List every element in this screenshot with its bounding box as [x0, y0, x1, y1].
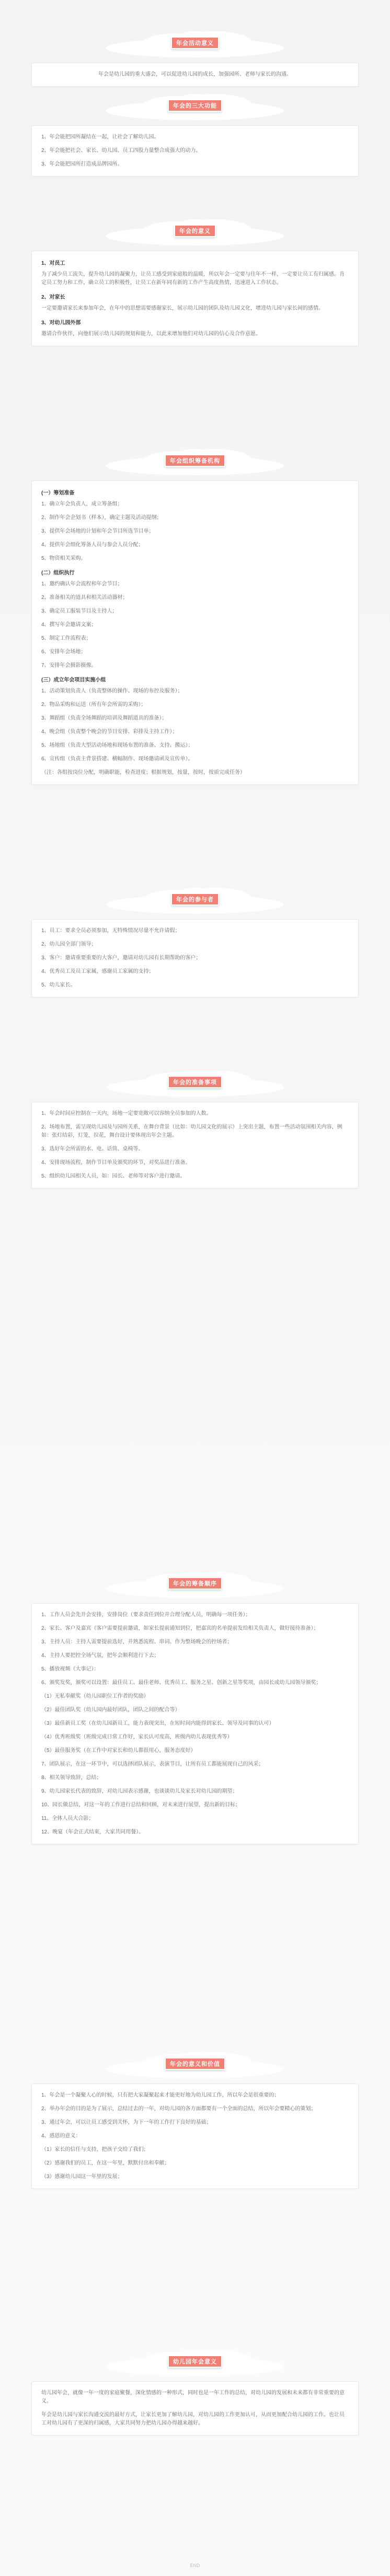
paragraph: 幼儿园年会，就像一年一度的家庭聚餐，深化情感的一种形式，同时也是一年工作的总结，对幼儿园的发展和未来都有非常重要的意义。 [41, 2390, 345, 2404]
section-title: 幼儿园年会意义 [168, 2355, 222, 2368]
section-title: 年会的准备事项 [168, 1076, 222, 1088]
list-item: 1、确立年会负责人，成立筹备组； [41, 501, 123, 507]
content-card [31, 125, 359, 177]
item-heading: 2、对家长 [41, 295, 65, 300]
list-item: 2、幼儿园全部门领导； [41, 942, 97, 947]
list-item: （3）感谢幼儿园这一年里的发展； [41, 2174, 123, 2180]
list-item: 10、园长做总结，对这一年的工作进行总结和回顾，对未来进行展望，提出新的目标； [41, 1802, 241, 1808]
section-value [31, 2047, 359, 2189]
list-item: 1、年会是一个凝聚人心的时候，只有把大家凝聚起来才能更好地为幼儿园工作，所以年会是很重要的； [41, 2092, 280, 2098]
section-organization [31, 444, 359, 785]
list-item: 2、制作年会企划书（样本），确定主题及活动提纲； [41, 515, 162, 521]
note: （注：各组按岗位分配，明确职能，检查进度；根据规划，按量，按时，按质完成任务） [41, 770, 245, 775]
paragraph: 2、年会能把社会、家长、幼儿园、员工四股力量整合成强大的动力。 [41, 148, 201, 154]
paragraph: 一定要邀请家长来参加年会，在年中的思想需要感谢家长，展示幼儿园的团队及幼儿园文化，增进幼儿园与家长间的感情。 [41, 305, 324, 311]
list-item: （4）优秀班级奖（班级完成日常工作好，家长认可度高，班级内幼儿表现优秀等） [41, 1734, 233, 1740]
section-participants [31, 883, 359, 997]
list-item: 1、员工：要求全员必须参加，无特殊情况尽量不允许请假； [41, 928, 180, 934]
section-functions [31, 89, 359, 177]
section-meaning [31, 214, 359, 346]
list-item: 2、家长、客户及嘉宾（客户需要提前邀请，如家长提前通知到位，把嘉宾的名单提前发给相关负责人，做好接待准备）； [41, 1626, 319, 1631]
list-item: 5、组织幼儿园相关人员，如：园长、老师等对客户进行邀请。 [41, 1173, 186, 1179]
list-item: 3、选好年会所需的水、电、话筒、桌椅等。 [41, 1146, 144, 1152]
list-item: 1、年会时间应控制在一天内，场地一定要宽敞可以容纳全员参加的人数。 [41, 1111, 212, 1116]
list-item: 1、邀约确认年会流程和年会节目； [41, 581, 123, 587]
list-item: 5、播放视频（大事记）： [41, 1666, 99, 1672]
list-item: 5、场地组（负责大型活动场地和现场布置的准备、支持、搬运）； [41, 743, 193, 748]
section-title: 年会活动意义 [171, 37, 219, 49]
section-preparation [31, 1065, 359, 1189]
list-item: 5、物资相关采购。 [41, 556, 86, 561]
content-card [31, 1102, 359, 1189]
item-heading: 1、对员工 [41, 261, 65, 266]
group-heading: (二）组织执行 [41, 570, 75, 576]
paragraph: 1、年会能把园所凝结在一起，让社会了解幼儿园。 [41, 134, 159, 140]
list-item: 8、相关领导致辞，总结； [41, 1775, 102, 1781]
list-item: （1）家长的信任与支持，把孩子交给了我们； [41, 2147, 149, 2152]
list-item: 3、提供年会场地的计划和年会节目所选节目单； [41, 528, 154, 534]
content-card [31, 2381, 359, 2436]
list-item: 3、主持人员：主持人需要提前选好，并熟悉流程、串词、作为整场晚会的控场者； [41, 1639, 233, 1645]
list-item: （2）感谢我们的员工，在这一年里，默默付出和奉献； [41, 2160, 170, 2166]
list-item: 2、举办年会的目的是为了展示，总结过去的一年，对幼儿园的各方面都要有一个全面的总结，所以年会要精心的策划； [41, 2106, 316, 2112]
list-item: 9、幼儿园家长代表的致辞，对幼儿园表示感谢，也谈谈幼儿及家长对幼儿园的期望； [41, 1789, 238, 1794]
content-card [31, 919, 359, 997]
list-item: （1）无私奉献奖（幼儿园职位工作者的奖励） [41, 1693, 149, 1699]
group-heading: (三）成立年会项目实施小组 [41, 677, 106, 683]
section-sequence [31, 1567, 359, 1844]
list-item: 7、团队展示，在这一环节中，可以选择团队展示，表演节目，让所有员工都能展现自己的风采； [41, 1761, 264, 1767]
list-item: 3、通过年会，可以让员工感受到关怀，为下一年的工作打下良好的基础； [41, 2120, 212, 2125]
list-item: 3、客户：邀请重要重要的大客户，邀请对幼儿园有长期帮助的客户； [41, 955, 201, 961]
content-card [31, 251, 359, 346]
list-item: 12、晚宴（年会正式结束，大家共同用餐）。 [41, 1829, 144, 1835]
paragraph: 年会是幼儿园的重大盛会，可以促进幼儿园的成长，加强园所、老师与家长的沟通。 [98, 72, 292, 77]
list-item: 5、制定工作流程表； [41, 636, 91, 641]
paragraph: 年会是幼儿园与家长沟通交流的最好方式，让家长更加了解幼儿园，对幼儿园的工作更加认可，从而更加配合幼儿园的工作。也让员工对幼儿园有了更深的归属感，大家共同努力把幼儿园办得越来越好。 [41, 2412, 345, 2426]
list-item: 1、工作人员会先开会安排，安排岗位（要求责任到位并合理分配人员，明确每一项任务）； [41, 1612, 251, 1618]
paragraph: 3、年会能把园所打造成品牌园所。 [41, 161, 123, 167]
list-item: 4、撰写年会邀请文案； [41, 622, 97, 628]
content-card [31, 1603, 359, 1844]
list-item: （3）最佳新员工奖（在幼儿园新员工，能力表现突出，在短时间内能得到家长、领导及同事的认可） [41, 1721, 274, 1726]
list-item: 3、舞蹈组（负责全场舞蹈的培训及舞蹈道具的准备）； [41, 715, 167, 721]
list-item: 1、活动策划负责人（负责整体的操作、现场的布控及服务）； [41, 688, 183, 694]
list-item: 4、优秀员工及员工家属，感谢员工家属的支持； [41, 969, 154, 974]
section-title: 年会组织筹备机构 [165, 454, 225, 467]
section-title: 年会的三大功能 [168, 99, 222, 112]
list-item: 4、晚会组（负责整个晚会的节目安排、彩排及主持工作）； [41, 729, 178, 735]
list-item: 4、感恩的意义： [41, 2133, 81, 2139]
section-title: 年会的意义和价值 [165, 2057, 225, 2070]
list-item: 2、准备相关的道具和相关活动器材； [41, 595, 128, 601]
group-heading: (一）筹划准备 [41, 490, 75, 496]
footer-end: END [190, 2563, 200, 2568]
content-card [31, 63, 359, 87]
list-item: 2、场地布置，需呈现幼儿园及与园所关系，在舞台背景（比如：幼儿园文化的展示）上突出主题，布置一些活动氛围相关内容，例如：张灯结彩，灯笼，拉花，舞台设计要体现出年会主题。 [41, 1124, 342, 1138]
item-heading: 3、对幼儿园外部 [41, 320, 81, 326]
list-item: 4、主持人要把控全场气氛，把年会顺利进行下去； [41, 1653, 159, 1658]
list-item: 6、安排年会场地； [41, 649, 86, 655]
list-item: 4、提供年会细化筹备人员与参会人员分配； [41, 542, 144, 548]
paragraph: 邀请合作伙伴，向他们展示幼儿园的规划和能力，以此来增加他们对幼儿园的信心及合作意愿。 [41, 331, 261, 337]
list-item: （5）最佳服务奖（在工作中对家长和幼儿都很用心，服务态度好） [41, 1748, 196, 1754]
list-item: 6、宣传组（负责主背景搭建、横幅制作、现场邀请函及宣传单）。 [41, 756, 193, 762]
list-item: 4、安排现场流程，制作节目单及颁奖的环节，对奖品进行准备。 [41, 1160, 191, 1166]
section-title: 年会的意义 [174, 225, 216, 237]
content-card [31, 480, 359, 785]
section-significance [31, 26, 359, 87]
section-title: 年会的参与者 [171, 893, 219, 905]
list-item: 3、确定员工服装节目及主持人； [41, 608, 118, 614]
list-item: （2）最佳团队奖（幼儿园内最好团队，团队之间的配合等） [41, 1707, 180, 1713]
list-item: 2、物品采购和运送（所有年会所需的采购）； [41, 702, 146, 708]
paragraph: 为了减少员工流失，提升幼儿园的凝聚力，让员工感受到家庭般的温暖，所以年会一定要与往年不一样，一定要让员工有归属感。肯定员工努力和工作，确立员工的积极性，让员工在新年同有新的工作产生高度热情，迅速进入工作状态。 [41, 272, 345, 286]
content-card [31, 2084, 359, 2189]
list-item: 7、安排年会摄影摄像。 [41, 663, 97, 668]
section-kindergarten-meaning [31, 2345, 359, 2436]
list-item: 11、全体人员大合影； [41, 1816, 94, 1821]
list-item: 5、幼儿家长。 [41, 982, 76, 988]
section-title: 年会的筹备顺序 [168, 1577, 222, 1590]
list-item: 6、颁奖发奖，颁奖可以设置：最佳员工、最佳老师、优秀员工、服务之星、创新之星等奖项，由园长或幼儿园领导颁奖； [41, 1680, 322, 1686]
